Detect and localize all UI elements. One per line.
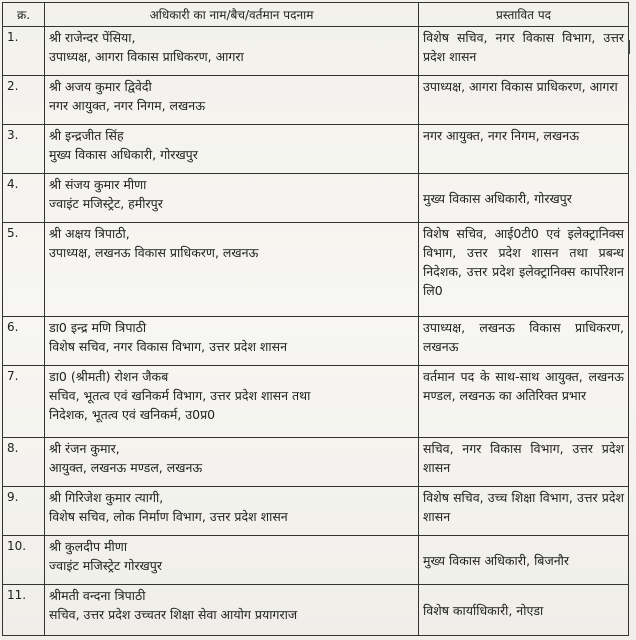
row-number: 6. [3, 316, 45, 365]
officer-current-post: सचिव, भूतत्व एवं खनिकर्म विभाग, उत्तर प्रदेश शासन तथा [49, 387, 311, 403]
officer-cell [45, 27, 419, 76]
officer-cell [45, 365, 419, 437]
proposed-post: उपाध्यक्ष, आगरा विकास प्राधिकरण, आगरा [423, 78, 618, 94]
proposed-post: विशेष सचिव, आई0टी0 एवं इलेक्ट्रानिक्स विभाग, उत्तर प्रदेश शासन तथा प्रबन्ध निदेशक, उत्तर प्रदेश इलेक्ट्रानिक्स कार्पोरेशन लि0 [423, 225, 624, 298]
table-row [3, 437, 629, 486]
table-row [3, 173, 629, 222]
officer-current-post-cont: निदेशक, भूतत्व एवं खनिकर्म, उ0प्र0 [49, 406, 216, 422]
officer-name: श्री कुलदीप मीणा [49, 538, 128, 554]
officer-current-post: विशेष सचिव, लोक निर्माण विभाग, उत्तर प्रदेश शासन [49, 508, 288, 524]
header-row [3, 3, 629, 27]
table-row [3, 27, 629, 76]
proposed-cell [419, 316, 629, 365]
proposed-post: विशेष कार्याधिकारी, नोएडा [423, 602, 544, 618]
proposed-cell [419, 222, 629, 316]
row-number: 7. [3, 365, 45, 437]
officer-cell [45, 75, 419, 124]
officer-current-post: नगर आयुक्त, नगर निगम, लखनऊ [49, 97, 206, 113]
proposed-cell [419, 365, 629, 437]
officer-name: श्री रंजन कुमार, [49, 440, 120, 456]
proposed-cell [419, 75, 629, 124]
proposed-cell [419, 173, 629, 222]
page-edge-mark [628, 40, 634, 54]
proposed-post: विशेष सचिव, उच्च शिक्षा विभाग, उत्तर प्रदेश शासन [423, 489, 624, 524]
table-row [3, 75, 629, 124]
officer-name: श्री राजेन्दर पेंसिया, [49, 30, 136, 45]
proposed-post: मुख्य विकास अधिकारी, गोरखपुर [423, 190, 572, 206]
row-number: 10. [3, 535, 45, 584]
proposed-cell [419, 437, 629, 486]
officer-cell [45, 535, 419, 584]
officer-cell [45, 124, 419, 173]
proposed-post: नगर आयुक्त, नगर निगम, लखनऊ [423, 127, 580, 143]
officer-cell [45, 316, 419, 365]
officer-current-post: ज्वाइंट मजिस्ट्रेट, हमीरपुर [49, 195, 163, 211]
header-serial: क्र. [3, 3, 45, 27]
transfer-table [2, 2, 629, 636]
officer-current-post: उपाध्यक्ष, लखनऊ विकास प्राधिकरण, लखनऊ [49, 244, 259, 260]
row-number: 11. [3, 584, 45, 635]
proposed-post: सचिव, नगर विकास विभाग, उत्तर प्रदेश शासन [423, 440, 624, 475]
officer-cell [45, 437, 419, 486]
table-row [3, 584, 629, 635]
proposed-post: मुख्य विकास अधिकारी, बिजनौर [423, 552, 570, 568]
proposed-post: विशेष सचिव, नगर विकास विभाग, उत्तर प्रदेश शासन [423, 30, 624, 64]
officer-current-post: उपाध्यक्ष, आगरा विकास प्राधिकरण, आगरा [49, 49, 244, 64]
proposed-cell [419, 27, 629, 76]
table-row [3, 486, 629, 535]
officer-cell [45, 173, 419, 222]
officer-name: डा0 इन्द्र मणि त्रिपाठी [49, 319, 147, 335]
proposed-post: उपाध्यक्ष, लखनऊ विकास प्राधिकरण, लखनऊ [423, 319, 624, 354]
table-row [3, 124, 629, 173]
row-number: 8. [3, 437, 45, 486]
officer-current-post: सचिव, उत्तर प्रदेश उच्चतर शिक्षा सेवा आयोग प्रयागराज [49, 606, 298, 622]
row-number: 3. [3, 124, 45, 173]
officer-name: डा0 (श्रीमती) रोशन जैकब [49, 368, 169, 384]
header-officer: अधिकारी का नाम/बैच/वर्तमान पदनाम [45, 3, 419, 27]
row-number: 5. [3, 222, 45, 316]
officer-name: श्रीमती वन्दना त्रिपाठी [49, 587, 146, 603]
officer-name: श्री अजय कुमार द्विवेदी [49, 78, 152, 94]
table-row [3, 316, 629, 365]
proposed-cell [419, 124, 629, 173]
officer-name: श्री अक्षय त्रिपाठी, [49, 225, 130, 241]
row-number: 9. [3, 486, 45, 535]
officer-cell [45, 486, 419, 535]
proposed-cell [419, 584, 629, 635]
officer-name: श्री इन्द्रजीत सिंह [49, 127, 124, 143]
officer-name: श्री गिरिजेश कुमार त्यागी, [49, 489, 164, 505]
table-row [3, 222, 629, 316]
table-row [3, 535, 629, 584]
header-proposed: प्रस्तावित पद [419, 3, 629, 27]
officer-current-post: विशेष सचिव, नगर विकास विभाग, उत्तर प्रदेश शासन [49, 338, 288, 354]
proposed-post: वर्तमान पद के साथ-साथ आयुक्त, लखनऊ मण्डल, लखनऊ का अतिरिक्त प्रभार [423, 368, 624, 403]
row-number: 4. [3, 173, 45, 222]
officer-current-post: ज्वाइंट मजिस्ट्रेट गोरखपुर [49, 557, 162, 573]
row-number: 1. [3, 27, 45, 76]
table-row [3, 365, 629, 437]
row-number: 2. [3, 75, 45, 124]
proposed-cell [419, 486, 629, 535]
officer-current-post: मुख्य विकास अधिकारी, गोरखपुर [49, 146, 198, 162]
proposed-cell [419, 535, 629, 584]
officer-cell [45, 222, 419, 316]
officer-current-post: आयुक्त, लखनऊ मण्डल, लखनऊ [49, 459, 203, 475]
officer-cell [45, 584, 419, 635]
officer-name: श्री संजय कुमार मीणा [49, 176, 147, 192]
